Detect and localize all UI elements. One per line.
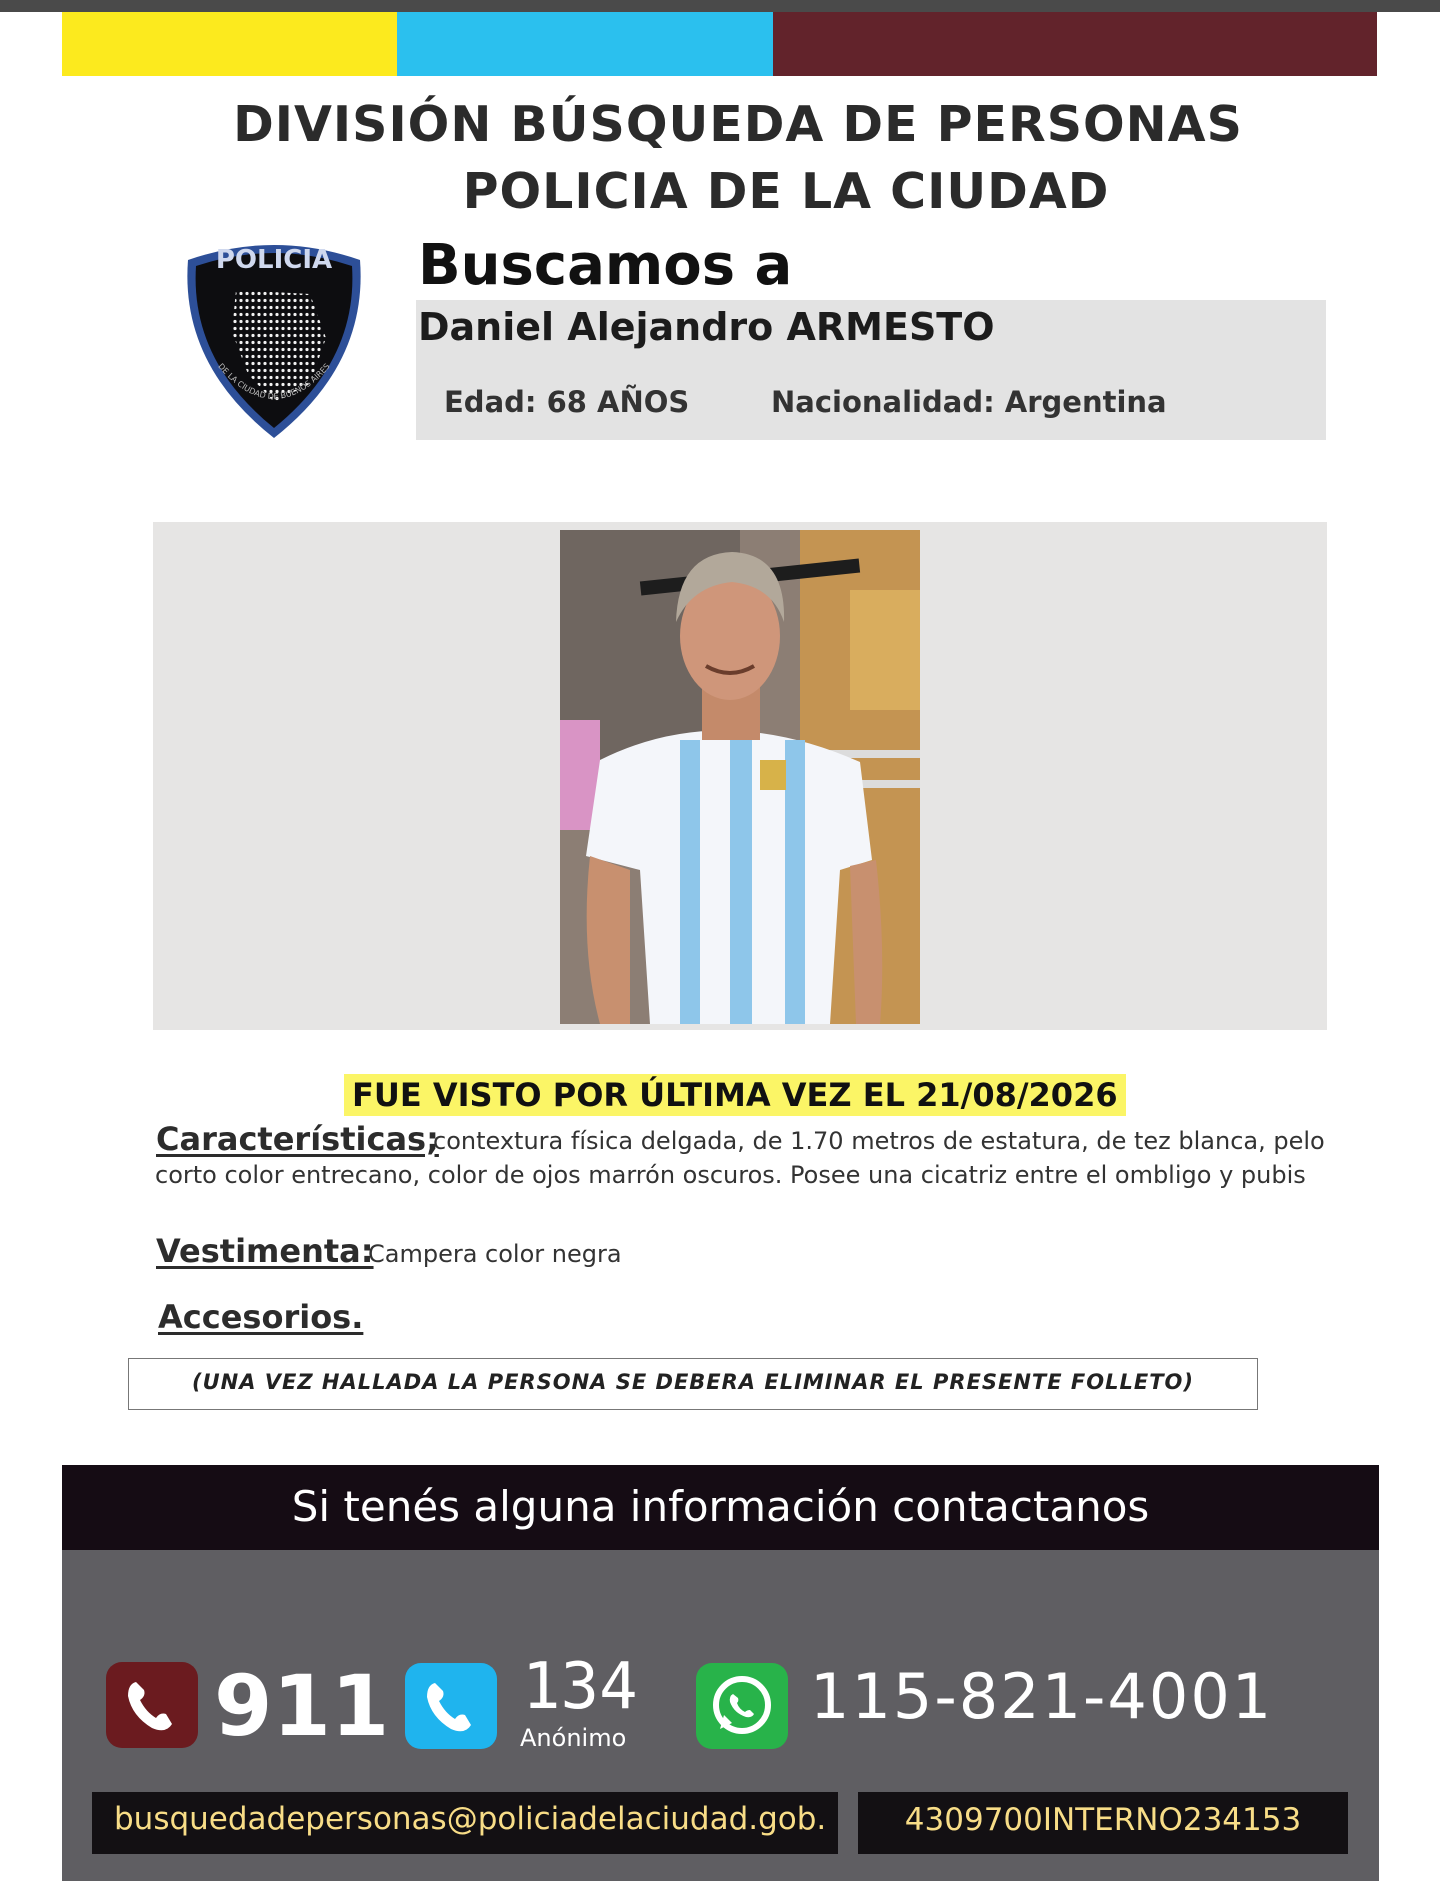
notice-text: (UNA VEZ HALLADA LA PERSONA SE DEBERA ELIMINAR EL PRESENTE FOLLETO) — [192, 1370, 1194, 1394]
division-title: DIVISIÓN BÚSQUEDA DE PERSONAS — [233, 96, 1243, 153]
clothing-text: Campera color negra — [368, 1240, 622, 1268]
color-band-cyan — [397, 12, 773, 76]
top-border — [0, 0, 1440, 12]
badge-top-text: POLICIA — [215, 245, 333, 275]
color-band-yellow — [62, 12, 397, 76]
police-shield-icon — [178, 234, 370, 440]
phone-911[interactable]: 911 — [214, 1657, 390, 1755]
accessories-label: Accesorios. — [158, 1298, 364, 1336]
clothing-label: Vestimenta: — [156, 1232, 374, 1270]
characteristics-text-line2: corto color entrecano, color de ojos marrón oscuros. Posee una cicatriz entre el ombligo y pubis — [155, 1161, 1306, 1189]
whatsapp-number[interactable]: 115-821-4001 — [810, 1660, 1274, 1733]
person-age: Edad: 68 AÑOS — [444, 385, 690, 419]
phone-134[interactable]: 134 — [522, 1650, 638, 1724]
badge-ring-text: DE LA CIUDAD DE BUENOS AIRES — [216, 361, 332, 402]
contact-phone-ext[interactable]: 4309700INTERNO234153 — [904, 1802, 1302, 1838]
characteristics-text-line1: contextura física delgada, de 1.70 metros de estatura, de tez blanca, pelo — [433, 1127, 1325, 1155]
person-nationality: Nacionalidad: Argentina — [771, 385, 1167, 419]
phone-icon — [405, 1663, 497, 1749]
characteristics-label: Características; — [156, 1120, 439, 1158]
contact-title: Si tenés alguna información contactanos — [291, 1482, 1150, 1531]
phone-134-note: Anónimo — [520, 1724, 627, 1752]
color-band-maroon — [773, 12, 1377, 76]
police-title: POLICIA DE LA CIUDAD — [462, 163, 1110, 220]
contact-email[interactable]: busquedadepersonas@policiadelaciudad.gob. — [114, 1801, 827, 1837]
person-photo-icon — [560, 530, 920, 1024]
phone-icon — [106, 1662, 198, 1748]
whatsapp-icon — [696, 1663, 788, 1749]
last-seen-banner: FUE VISTO POR ÚLTIMA VEZ EL 21/08/2026 — [344, 1074, 1126, 1116]
person-name: Daniel Alejandro ARMESTO — [418, 305, 995, 349]
buscamos-heading: Buscamos a — [418, 233, 793, 298]
